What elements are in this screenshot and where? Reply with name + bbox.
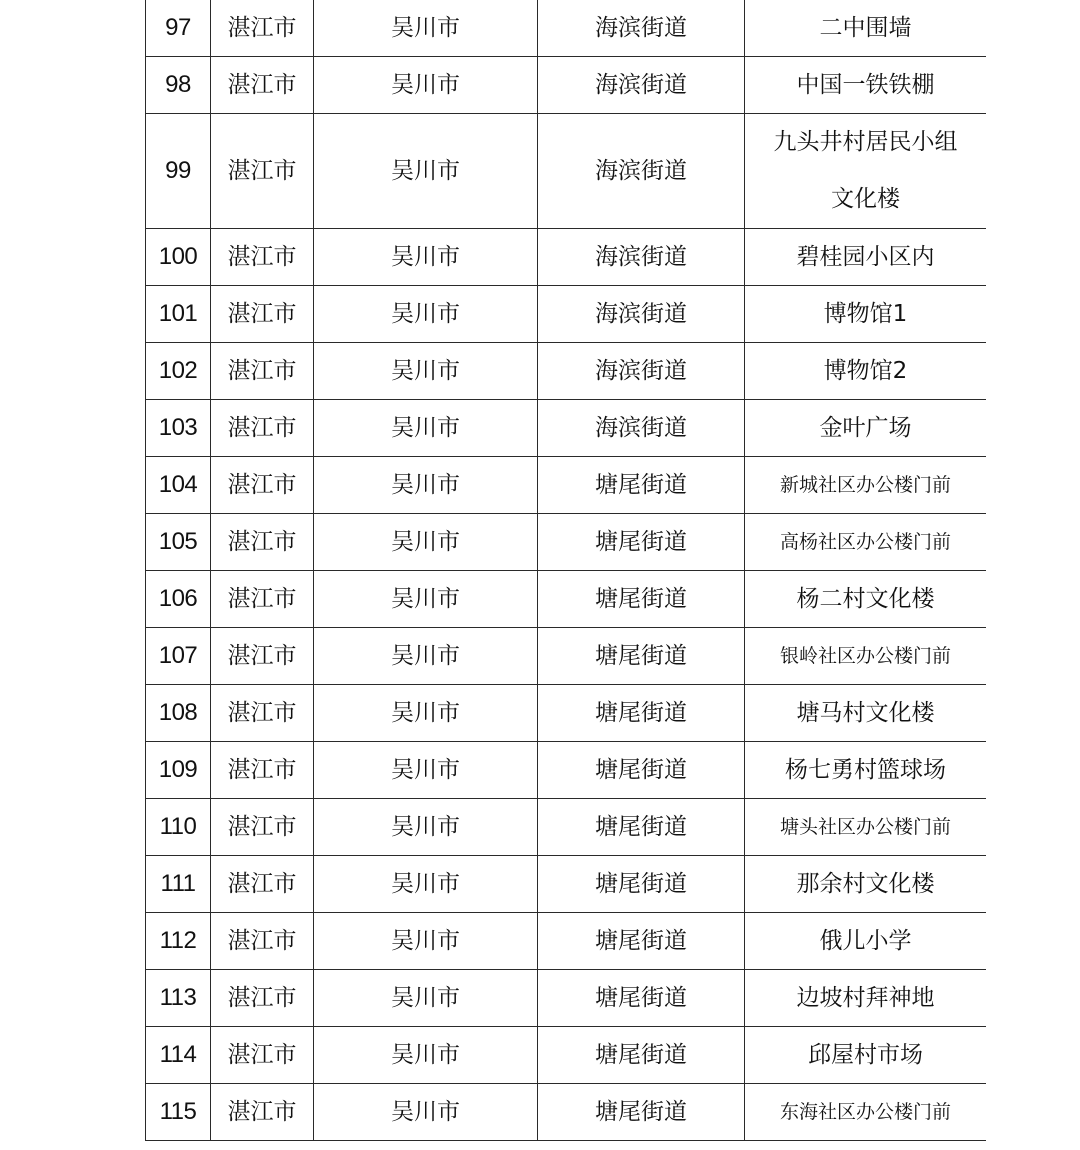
location-cell: 二中围墙: [745, 0, 987, 57]
table-row: [146, 1027, 987, 1084]
table-row: [146, 57, 987, 114]
row-number: 114: [146, 1027, 211, 1084]
table-row: [146, 229, 987, 286]
table-row: [146, 514, 987, 571]
table-row: [146, 856, 987, 913]
row-number: 97: [146, 0, 211, 57]
county-cell: 吴川市: [314, 1084, 538, 1141]
location-cell: [745, 114, 987, 229]
county-cell: 吴川市: [314, 286, 538, 343]
city-cell: 湛江市: [211, 457, 314, 514]
county-cell: 吴川市: [314, 400, 538, 457]
street-cell: 塘尾街道: [538, 913, 745, 970]
city-cell: 湛江市: [211, 913, 314, 970]
row-number: 112: [146, 913, 211, 970]
table-row: [146, 343, 987, 400]
street-cell: 塘尾街道: [538, 742, 745, 799]
county-cell: 吴川市: [314, 57, 538, 114]
county-cell: 吴川市: [314, 229, 538, 286]
row-number: 106: [146, 571, 211, 628]
location-cell: 中国一铁铁棚: [745, 57, 987, 114]
city-cell: 湛江市: [211, 400, 314, 457]
table-row: [146, 1084, 987, 1141]
county-cell: 吴川市: [314, 742, 538, 799]
city-cell: 湛江市: [211, 514, 314, 571]
city-cell: 湛江市: [211, 343, 314, 400]
street-cell: 海滨街道: [538, 57, 745, 114]
county-cell: 吴川市: [314, 0, 538, 57]
city-cell: 湛江市: [211, 970, 314, 1027]
row-number: 115: [146, 1084, 211, 1141]
street-cell: 塘尾街道: [538, 514, 745, 571]
document-page: [145, 0, 986, 1150]
row-number: 98: [146, 57, 211, 114]
table-row: [146, 571, 987, 628]
street-cell: 海滨街道: [538, 286, 745, 343]
location-cell: 高杨社区办公楼门前: [745, 514, 987, 571]
street-cell: 塘尾街道: [538, 457, 745, 514]
row-number: 101: [146, 286, 211, 343]
county-cell: 吴川市: [314, 685, 538, 742]
street-cell: 塘尾街道: [538, 571, 745, 628]
table-row: [146, 286, 987, 343]
street-cell: 塘尾街道: [538, 628, 745, 685]
county-cell: 吴川市: [314, 799, 538, 856]
row-number: 105: [146, 514, 211, 571]
location-cell: 碧桂园小区内: [745, 229, 987, 286]
street-cell: 海滨街道: [538, 400, 745, 457]
street-cell: 塘尾街道: [538, 799, 745, 856]
county-cell: 吴川市: [314, 571, 538, 628]
street-cell: 海滨街道: [538, 343, 745, 400]
street-cell: 海滨街道: [538, 114, 745, 229]
row-number: 99: [146, 114, 211, 229]
city-cell: 湛江市: [211, 1084, 314, 1141]
street-cell: 塘尾街道: [538, 856, 745, 913]
street-cell: 海滨街道: [538, 0, 745, 57]
location-cell: 金叶广场: [745, 400, 987, 457]
row-number: 109: [146, 742, 211, 799]
street-cell: 塘尾街道: [538, 1084, 745, 1141]
table-row: [146, 685, 987, 742]
street-cell: 海滨街道: [538, 229, 745, 286]
table-row: [146, 970, 987, 1027]
street-cell: 塘尾街道: [538, 1027, 745, 1084]
table-row: [146, 799, 987, 856]
location-cell: 东海社区办公楼门前: [745, 1084, 987, 1141]
table-row: [146, 0, 987, 57]
location-cell: 杨七勇村篮球场: [745, 742, 987, 799]
location-cell: 银岭社区办公楼门前: [745, 628, 987, 685]
city-cell: 湛江市: [211, 229, 314, 286]
city-cell: 湛江市: [211, 685, 314, 742]
row-number: 113: [146, 970, 211, 1027]
city-cell: 湛江市: [211, 286, 314, 343]
location-table: [145, 0, 986, 1141]
location-cell: 博物馆1: [745, 286, 987, 343]
table-row: [146, 457, 987, 514]
location-cell: 塘马村文化楼: [745, 685, 987, 742]
county-cell: 吴川市: [314, 514, 538, 571]
location-line: 九头井村居民小组: [773, 129, 958, 155]
county-cell: 吴川市: [314, 1027, 538, 1084]
table-row: [146, 114, 987, 229]
street-cell: 塘尾街道: [538, 970, 745, 1027]
county-cell: 吴川市: [314, 343, 538, 400]
row-number: 104: [146, 457, 211, 514]
location-cell: 俄儿小学: [745, 913, 987, 970]
city-cell: 湛江市: [211, 114, 314, 229]
county-cell: 吴川市: [314, 628, 538, 685]
location-cell: 那余村文化楼: [745, 856, 987, 913]
city-cell: 湛江市: [211, 799, 314, 856]
location-line: 文化楼: [831, 186, 900, 212]
city-cell: 湛江市: [211, 1027, 314, 1084]
city-cell: 湛江市: [211, 628, 314, 685]
county-cell: 吴川市: [314, 457, 538, 514]
city-cell: 湛江市: [211, 0, 314, 57]
row-number: 102: [146, 343, 211, 400]
location-cell: 杨二村文化楼: [745, 571, 987, 628]
row-number: 108: [146, 685, 211, 742]
city-cell: 湛江市: [211, 571, 314, 628]
city-cell: 湛江市: [211, 57, 314, 114]
street-cell: 塘尾街道: [538, 685, 745, 742]
county-cell: 吴川市: [314, 114, 538, 229]
location-cell: 邱屋村市场: [745, 1027, 987, 1084]
city-cell: 湛江市: [211, 742, 314, 799]
row-number: 107: [146, 628, 211, 685]
table-row: [146, 628, 987, 685]
county-cell: 吴川市: [314, 913, 538, 970]
location-cell: 新城社区办公楼门前: [745, 457, 987, 514]
table-row: [146, 400, 987, 457]
city-cell: 湛江市: [211, 856, 314, 913]
location-cell: 塘头社区办公楼门前: [745, 799, 987, 856]
location-cell: 边坡村拜神地: [745, 970, 987, 1027]
location-cell: 博物馆2: [745, 343, 987, 400]
row-number: 111: [146, 856, 211, 913]
row-number: 103: [146, 400, 211, 457]
county-cell: 吴川市: [314, 970, 538, 1027]
county-cell: 吴川市: [314, 856, 538, 913]
table-row: [146, 913, 987, 970]
table-row: [146, 742, 987, 799]
row-number: 110: [146, 799, 211, 856]
row-number: 100: [146, 229, 211, 286]
